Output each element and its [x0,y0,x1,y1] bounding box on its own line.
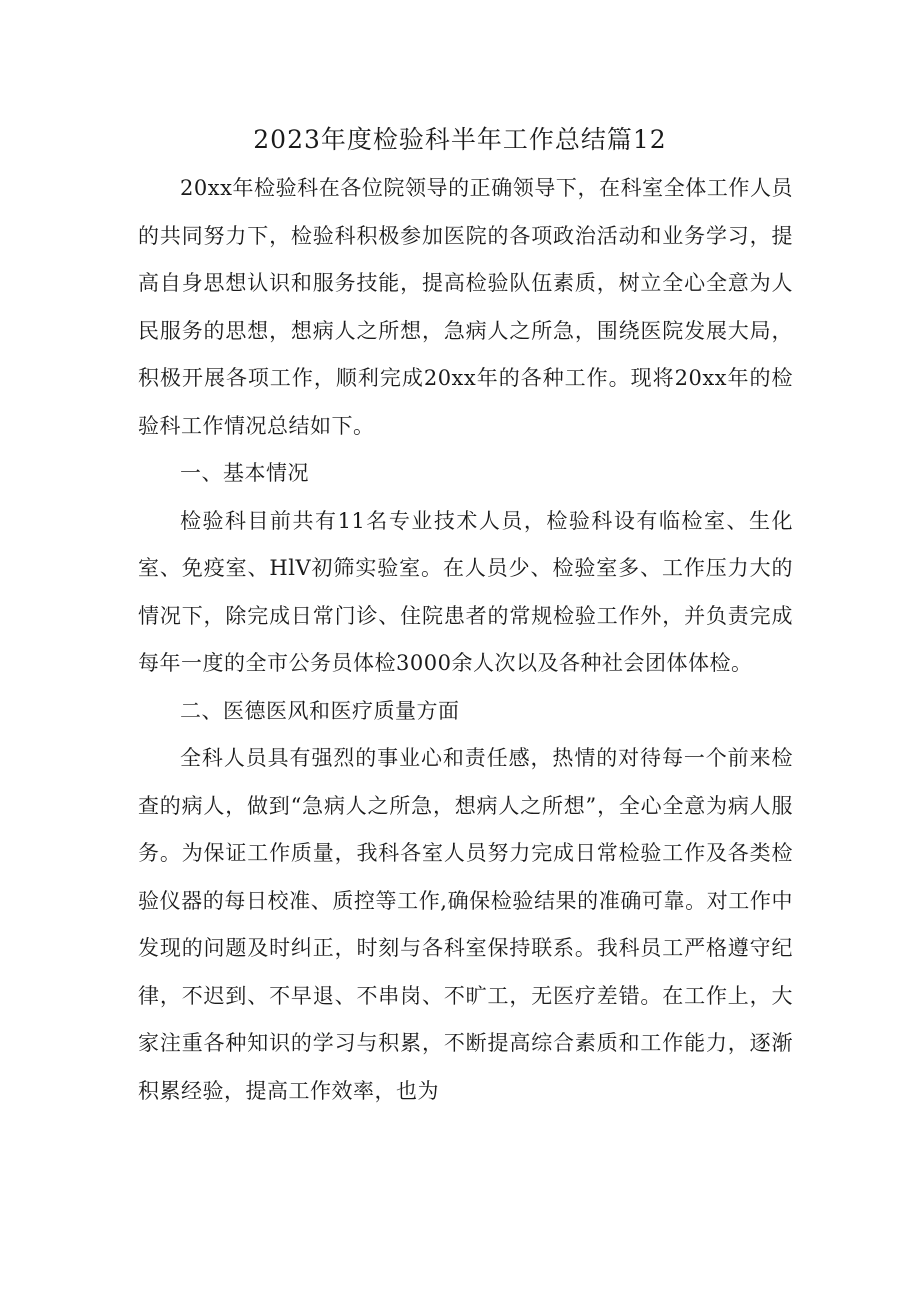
document-title: 2023年度检验科半年工作总结篇12 [253,125,667,154]
paragraph-intro: 20xx年检验科在各位院领导的正确领导下，在科室全体工作人员的共同努力下，检验科积极参加医院的各项政治活动和业务学习，提高自身思想认识和服务技能，提高检验队伍素质，树立全心全意为人民服务的思想，想病人之所想，急病人之所急，围绕医院发展大局，积极开展各项工作，顺利完成20xx年的各种工作。现将20xx年的检验科工作情况总结如下。 [138,176,793,438]
paragraph-medical-ethics: 全科人员具有强烈的事业心和责任感，热情的对待每一个前来检查的病人，做到“急病人之所急，想病人之所想”，全心全意为病人服务。为保证工作质量，我科各室人员努力完成日常检验工作及各类检验仪器的每日校准、质控等工作,确保检验结果的准确可靠。对工作中发现的问题及时纠正，时刻与各科室保持联系。我科员工严格遵守纪律，不迟到、不早退、不串岗、不旷工，无医疗差错。在工作上，大家注重各种知识的学习与积累，不断提高综合素质和工作能力，逐渐积累经验，提高工作效率，也为 [138,746,793,1103]
document-body [138,165,793,1115]
section-heading-basic-situation: 一、基本情况 [180,461,309,485]
section-heading-medical-ethics: 二、医德医风和医疗质量方面 [180,698,460,723]
paragraph-basic-situation: 检验科目前共有11名专业技术人员，检验科设有临检室、生化室、免疫室、HlV初筛实验室。在人员少、检验室多、工作压力大的情况下，除完成日常门诊、住院患者的常规检验工作外，并负责完成每年一度的全市公务员体检3000余人次以及各种社会团体体检。 [138,508,793,675]
